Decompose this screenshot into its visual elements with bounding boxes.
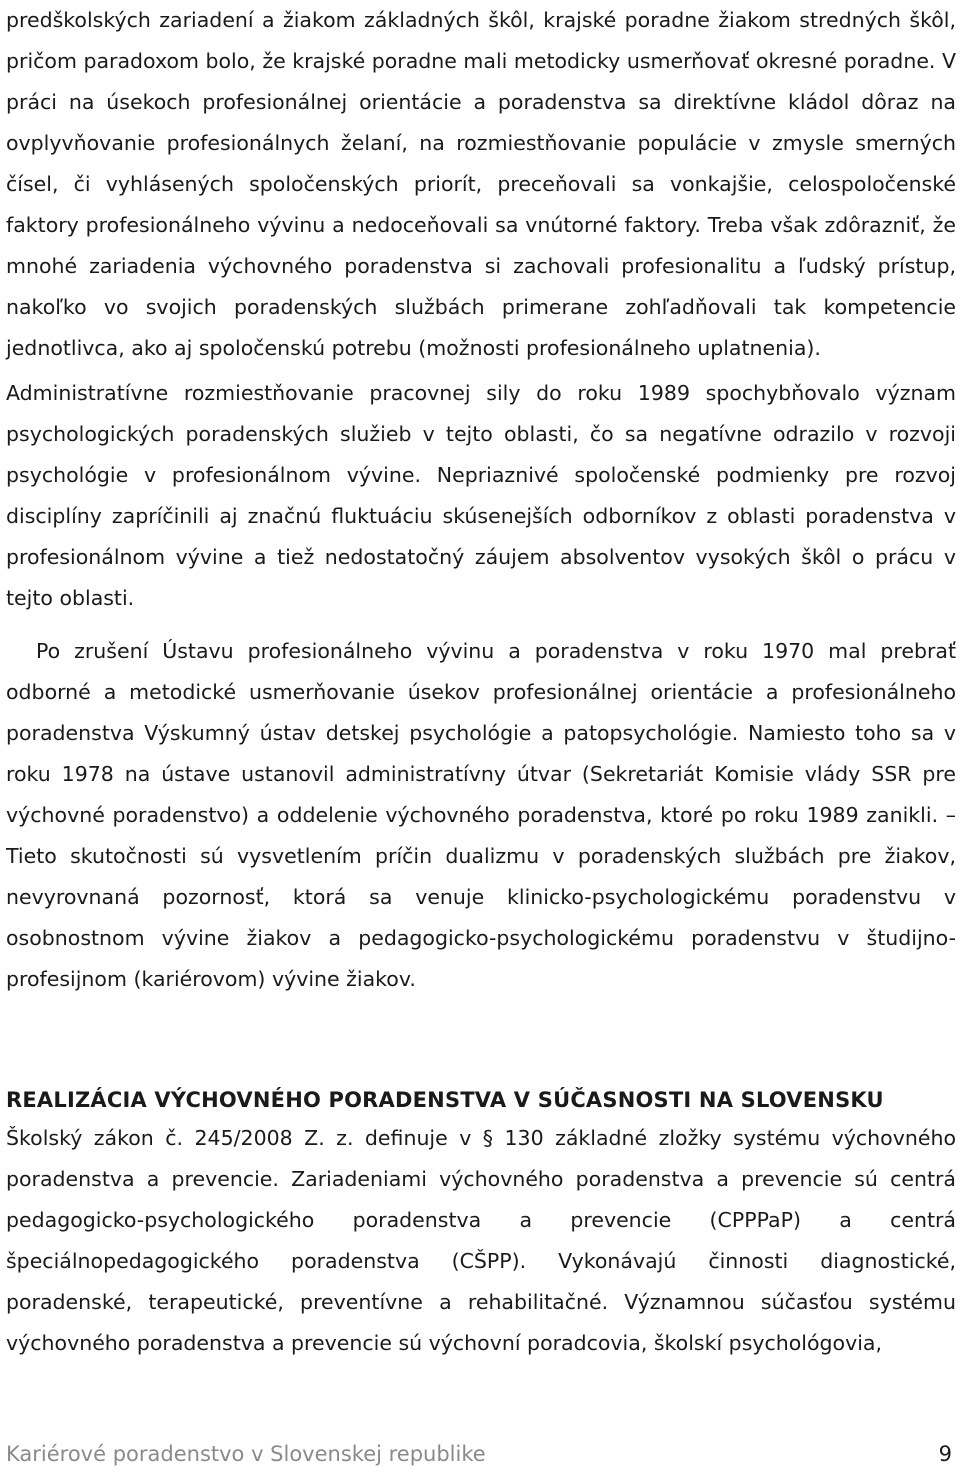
footer-title: Kariérové poradenstvo v Slovenskej republike: [6, 1442, 486, 1466]
body-paragraph-1: predškolských zariadení a žiakom základných škôl, krajské poradne žiakom stredných škôl, pričom paradoxom bolo, že krajské poradne mali metodicky usmerňovať okresné poradne. V práci na úsekoch profesionálnej orientácie a poradenstva sa direktívne kládol dôraz na ovplyvňovanie profesionálnych želaní, na rozmiestňovanie populácie v zmysle smerných čísel, či vyhlásených spoločenských priorít, preceňovali sa vonkajšie, celospoločenské faktory profesionálneho vývinu a nedoceňovali sa vnútorné faktory. Treba však zdôrazniť, že mnohé zariadenia výchovného poradenstva si zachovali profesionalitu a ľudský prístup, nakoľko vo svojich poradenských službách primerane zohľadňovali tak kompetencie jednotlivca, ako aj spoločenskú potrebu (možnosti profesionálneho uplatnenia).: [6, 8, 956, 360]
section-heading: REALIZÁCIA VÝCHOVNÉHO PORADENSTVA V SÚČASNOSTI NA SLOVENSKU: [6, 1088, 884, 1112]
body-paragraph-2: Administratívne rozmiestňovanie pracovnej sily do roku 1989 spochybňovalo význam psychologických poradenských služieb v tejto oblasti, čo sa negatívne odrazilo v rozvoji psychológie v profesionálnom vývine. Nepriaznivé spoločenské podmienky pre rozvoj disciplíny zapríčinili aj značnú fluktuáciu skúsenejších odborníkov z oblasti poradenstva v profesionálnom vývine a tiež nedostatočný záujem absolventov vysokých škôl o prácu v tejto oblasti.: [6, 381, 956, 610]
document-page: [6, 0, 956, 1364]
paragraph-spacer: [6, 619, 956, 631]
page-footer: [6, 1437, 954, 1471]
body-paragraph-4: Školský zákon č. 245/2008 Z. z. definuje v § 130 základné zložky systému výchovného poradenstva a prevencie. Zariadeniami výchovného poradenstva a prevencie sú centrá pedagogicko-psychologického poradenstva a prevencie (CPPPaP) a centrá špeciálnopedagogického poradenstva (CŠPP). Vykonávajú činnosti diagnostické, poradenské, terapeutické, preventívne a rehabilitačné. Významnou súčasťou systému výchovného poradenstva a prevencie sú výchovní poradcovia, školskí psychológovia,: [6, 1126, 956, 1355]
page-number: 9: [938, 1442, 952, 1466]
body-paragraph-3: Po zrušení Ústavu profesionálneho vývinu a poradenstva v roku 1970 mal prebrať odborné a metodické usmerňovanie úsekov profesionálnej orientácie a profesionálneho poradenstva Výskumný ústav detskej psychológie a patopsychológie. Namiesto toho sa v roku 1978 na ústave ustanovil administratívny útvar (Sekretariát Komisie vlády SSR pre výchovné poradenstvo) a oddelenie výchovného poradenstva, ktoré po roku 1989 zanikli. – Tieto skutočnosti sú vysvetlením príčin dualizmu v poradenských službách pre žiakov, nevyrovnaná pozornosť, ktorá sa venuje klinicko-psychologickému poradenstvu v osobnostnom vývine žiakov a pedagogicko-psychologickému poradenstvu v študijno-profesijnom (kariérovom) vývine žiakov.: [6, 639, 956, 991]
